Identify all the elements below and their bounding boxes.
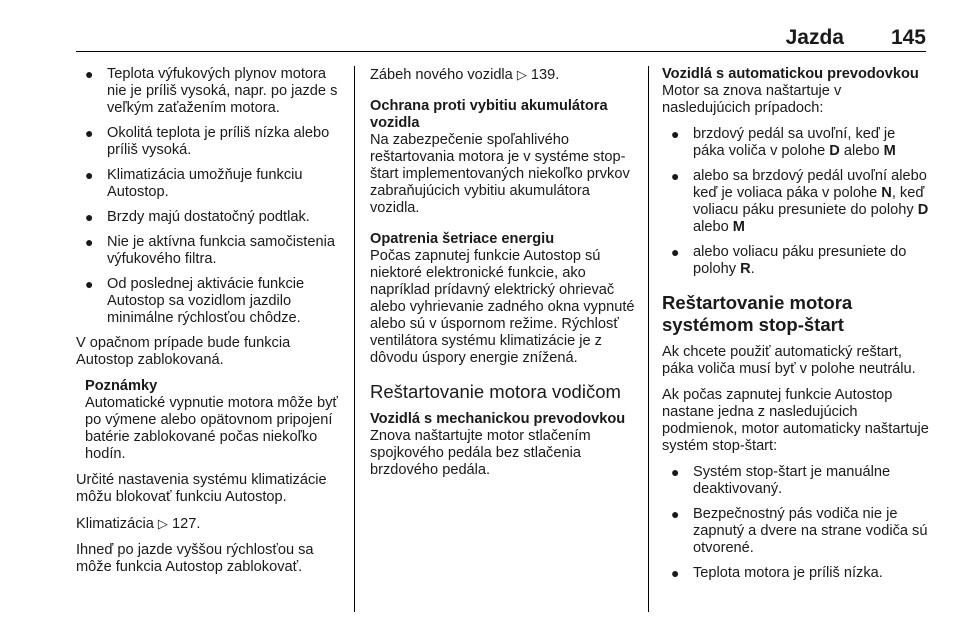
section-heading: Reštartovanie motora vodičom xyxy=(370,381,621,402)
subheading: Vozidlá s automatickou prevodovkou xyxy=(662,66,919,82)
list-item: ● Teplota výfukových plynov motora nie je príliš vysoká, napr. po jazde s veľkým zaťažením motora. xyxy=(85,66,338,116)
conditions-list xyxy=(76,66,344,327)
bullet-icon: ● xyxy=(85,209,94,225)
bullet-icon: ● xyxy=(671,506,680,522)
bullet-icon: ● xyxy=(85,234,94,250)
bullet-icon: ● xyxy=(85,276,94,292)
bullet-icon: ● xyxy=(671,126,680,142)
list-item: ● alebo sa brzdový pedál uvoľní alebo keď je voliaca páka v polohe N, keď voliacu páku presuniete do polohy D alebo M xyxy=(671,168,929,235)
bullet-icon: ● xyxy=(85,125,94,141)
paragraph: Ak chcete použiť automatický reštart, páka voliča musí byť v polohe neutrálu. xyxy=(662,344,916,377)
column-1 xyxy=(76,66,344,585)
paragraph: Ak počas zapnutej funkcie Autostop nastane jedna z nasledujúcich podmienok, motor automaticky naštartuje systém stop-štart: xyxy=(662,387,929,454)
list-item: ● Klimatizácia umožňuje funkciu Autostop. xyxy=(85,167,303,200)
note-box xyxy=(76,378,344,463)
column-3 xyxy=(662,66,930,590)
column-divider-2 xyxy=(648,66,649,612)
bullet-icon: ● xyxy=(671,244,680,260)
subheading: Opatrenia šetriace energiu xyxy=(370,231,555,247)
reference-arrow-icon: ▷ xyxy=(157,516,168,531)
paragraph: V opačnom prípade bude funkcia Autostop zablokovaná. xyxy=(76,335,291,368)
paragraph-reference: Zábeh nového vozidla ▷ 139. xyxy=(370,67,560,83)
section-title: Jazda xyxy=(785,26,844,49)
list-item: ● Okolitá teplota je príliš nízka alebo príliš vysoká. xyxy=(85,125,330,158)
subheading: Vozidlá s mechanickou prevodovkou xyxy=(370,411,626,427)
column-2 xyxy=(370,66,636,488)
restart-conditions-list xyxy=(662,126,930,278)
bullet-icon: ● xyxy=(671,464,680,480)
paragraph-reference: Klimatizácia ▷ 127. xyxy=(76,516,201,532)
list-item: ● Brzdy majú dostatočný podtlak. xyxy=(85,209,310,225)
list-item: ● brzdový pedál sa uvoľní, keď je páka voliča v polohe D alebo M xyxy=(671,126,896,159)
list-item: ● Teplota motora je príliš nízka. xyxy=(671,565,883,581)
list-item: ● alebo voliacu páku presuniete do polohy R. xyxy=(671,244,907,277)
list-item: ● Od poslednej aktivácie funkcie Autostop sa vozidlom jazdilo minimálne rýchlosťou chôdze. xyxy=(85,276,305,326)
column-divider-1 xyxy=(354,66,355,612)
reference-arrow-icon: ▷ xyxy=(516,67,527,82)
bullet-icon: ● xyxy=(671,565,680,581)
bullet-icon: ● xyxy=(671,168,680,184)
paragraph: Motor sa znova naštartuje v nasledujúcich prípadoch: xyxy=(662,83,842,116)
note-text: Automatické vypnutie motora môže byť po výmene alebo opätovnom pripojení batérie zablokované počas niekoľko hodín. xyxy=(85,395,338,462)
paragraph: Ihneď po jazde vyššou rýchlosťou sa môže funkcia Autostop zablokovať. xyxy=(76,542,314,575)
page-header xyxy=(76,26,926,50)
header-rule xyxy=(76,51,926,52)
paragraph: Počas zapnutej funkcie Autostop sú niektoré elektronické funkcie, ako napríklad prídavný elektrický ohrievač alebo vyhrievanie zadného okna vypnuté alebo sú v úspornom režime. Rýchlosť ventilátora systému klimatizácie je z dôvodu úspory energie znížená. xyxy=(370,248,635,366)
paragraph: Určité nastavenia systému klimatizácie môžu blokovať funkciu Autostop. xyxy=(76,472,327,505)
auto-restart-list xyxy=(662,464,930,582)
list-item: ● Systém stop-štart je manuálne deaktivovaný. xyxy=(671,464,891,497)
section-heading: Reštartovanie motora systémom stop-štart xyxy=(662,292,853,335)
list-item: ● Nie je aktívna funkcia samočistenia výfukového filtra. xyxy=(85,234,335,267)
page-number: 145 xyxy=(890,26,926,49)
note-title: Poznámky xyxy=(85,378,158,394)
paragraph: Na zabezpečenie spoľahlivého reštartovania motora je v systéme stop-štart implementovaných niekoľko prvkov zabraňujúcich vybitiu akumulátora vozidla. xyxy=(370,132,630,216)
paragraph: Znova naštartujte motor stlačením spojkového pedála bez stlačenia brzdového pedála. xyxy=(370,428,591,478)
list-item: ● Bezpečnostný pás vodiča nie je zapnutý a dvere na strane vodiča sú otvorené. xyxy=(671,506,928,556)
subheading: Ochrana proti vybitiu akumulátora vozidla xyxy=(370,98,608,131)
bullet-icon: ● xyxy=(85,66,94,82)
bullet-icon: ● xyxy=(85,167,94,183)
